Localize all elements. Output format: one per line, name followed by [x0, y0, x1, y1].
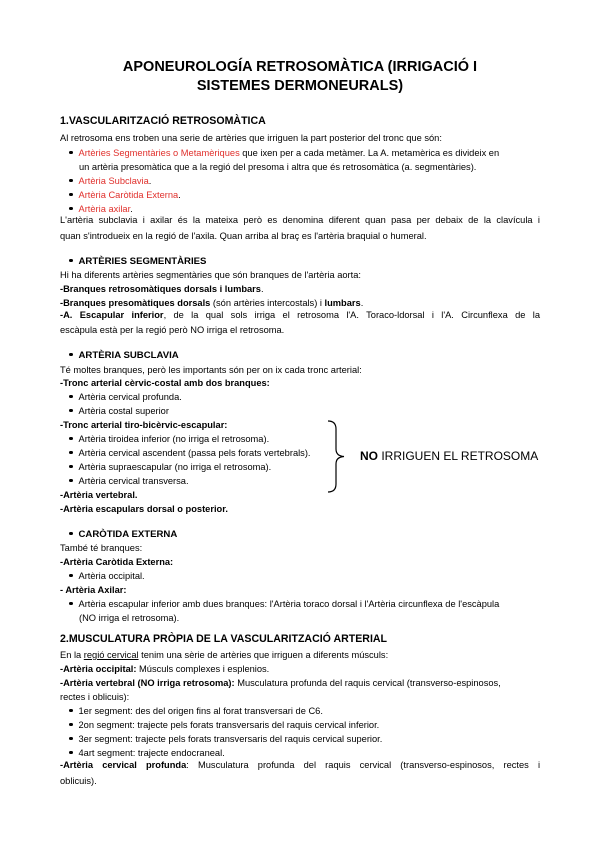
section-1-intro: Al retrosoma ens troben una serie de artèries que irriguen la part posterior del tronc que són:: [60, 133, 442, 143]
list-item-continuation: un artèria presomàtica que a la regió del presoma i altra que és retrosomàtica (a. segmentàries).: [79, 162, 477, 172]
list-line: -Branques retrosomàtiques dorsals i lumbars.: [60, 284, 264, 294]
tronc-heading: -Tronc arterial tiro-bicèrvic-escapular:: [60, 420, 228, 430]
paragraph-line: quan s'introdueix en la regió de l'axila. Quan arriba al braç es l'artèria braquial o humeral.: [60, 231, 427, 241]
list-line-continuation: rectes i oblicuis):: [60, 692, 130, 702]
bullet-icon: [69, 437, 73, 441]
bullet-icon: [69, 451, 73, 455]
list-item: Artèria tiroidea inferior (no irriga el retrosoma).: [69, 433, 269, 445]
list-line: -Artèria occipital: Músculs complexes i esplenios.: [60, 664, 270, 674]
bullet-icon: [69, 602, 73, 606]
list-item: 4art segment: trajecte endocraneal.: [69, 747, 225, 759]
list-item: Artèries Segmentàries o Metamèriques que ixen per a cada metàmer. La A. metamèrica es divideix en: [69, 147, 499, 159]
bullet-icon: [69, 179, 73, 183]
bullet-icon: [69, 532, 73, 536]
right-brace-icon: [326, 420, 348, 493]
bullet-icon: [69, 207, 73, 211]
bullet-icon: [69, 737, 73, 741]
bullet-icon: [69, 574, 73, 578]
bullet-icon: [69, 709, 73, 713]
list-line-continuation: oblicuis).: [60, 776, 97, 786]
list-item: Artèria supraescapular (no irriga el retrosoma).: [69, 461, 271, 473]
list-item: Artèria axilar.: [69, 203, 133, 215]
list-item-continuation: (NO irriga el retrosoma).: [79, 613, 180, 623]
list-item: 1er segment: des del origen fins al forat transversari de C6.: [69, 705, 323, 717]
bullet-icon: [69, 353, 73, 357]
list-item: 3er segment: trajecte pels forats transversaris del raquis cervical superior.: [69, 733, 382, 745]
subsection-intro: Hi ha diferents artèries segmentàries que són branques de l'artèria aorta:: [60, 270, 361, 280]
bullet-icon: [69, 723, 73, 727]
list-item: Artèria Subclavia.: [69, 175, 151, 187]
bullet-icon: [69, 259, 73, 263]
list-item: Artèria escapular inferior amb dues branques: l'Artèria toraco dorsal i l'Artèria circunflexa de l'escàpula: [69, 598, 499, 610]
list-item: Artèria cervical profunda.: [69, 391, 182, 403]
list-line: -A. Escapular inferior, de la qual sols irriga el retrosoma l'A. Toraco-ldorsal i l'A. Circunflexa de la: [60, 310, 541, 320]
list-item: Artèria Caròtida Externa.: [69, 189, 181, 201]
list-line: -Artèria vertebral (NO irriga retrosoma): Musculatura profunda del raquis cervical (transverso-espinosos,: [60, 678, 501, 688]
paragraph: L'artèria subclavia i axilar és la mateixa però es denomina diferent quan pasa per debaix de la clavícula i: [60, 215, 540, 225]
list-item: Artèria cervical ascendent (passa pels forats vertebrals).: [69, 447, 311, 459]
bullet-icon: [69, 465, 73, 469]
bullet-icon: [69, 395, 73, 399]
list-item: 2on segment: trajecte pels forats transversaris del raquis cervical inferior.: [69, 719, 379, 731]
list-line: - Artèria Axilar:: [60, 585, 127, 595]
list-line-continuation: escàpula està per la regió però NO irriga el retrosoma.: [60, 325, 285, 335]
list-line: -Branques presomàtiques dorsals (són artèries intercostals) i lumbars.: [60, 298, 364, 308]
subsection-heading: CARÒTIDA EXTERNA: [69, 529, 177, 541]
list-item: Artèria cervical transversa.: [69, 475, 189, 487]
page-title: APONEUROLOGÍA RETROSOMÀTICA (IRRIGACIÓ I SISTEMES DERMONEURALS): [122, 59, 478, 94]
bullet-icon: [69, 193, 73, 197]
list-line: -Artèria cervical profunda: Musculatura profunda del raquis cervical (transverso-espinosos, rectes i: [60, 760, 541, 770]
subsection-intro: També té branques:: [60, 543, 143, 553]
brace-note: NO IRRIGUEN EL RETROSOMA: [360, 449, 539, 463]
tronc-heading: -Tronc arterial cèrvic-costal amb dos branques:: [60, 378, 270, 388]
bullet-icon: [69, 479, 73, 483]
subsection-heading: ARTÈRIA SUBCLAVIA: [69, 350, 179, 362]
list-item: Artèria costal superior: [69, 405, 169, 417]
list-item: Artèria occipital.: [69, 570, 145, 582]
subsection-intro: Té moltes branques, però les importants són per on ix cada tronc arterial:: [60, 365, 362, 375]
bullet-icon: [69, 151, 73, 155]
list-line: -Artèria escapulars dorsal o posterior.: [60, 504, 228, 514]
bullet-icon: [69, 409, 73, 413]
section-2-intro: En la regió cervical tenim una sèrie de artèries que irriguen a diferents músculs:: [60, 650, 389, 660]
bullet-icon: [69, 751, 73, 755]
list-line: -Artèria vertebral.: [60, 490, 138, 500]
section-1-heading: 1.VASCULARITZACIÓ RETROSOMÀTICA: [60, 115, 266, 127]
section-2-heading: 2.MUSCULATURA PRÒPIA DE LA VASCULARITZACIÓ ARTERIAL: [60, 633, 388, 645]
subsection-heading: ARTÈRIES SEGMENTÀRIES: [69, 256, 206, 268]
list-line: -Artèria Caròtida Externa:: [60, 557, 174, 567]
